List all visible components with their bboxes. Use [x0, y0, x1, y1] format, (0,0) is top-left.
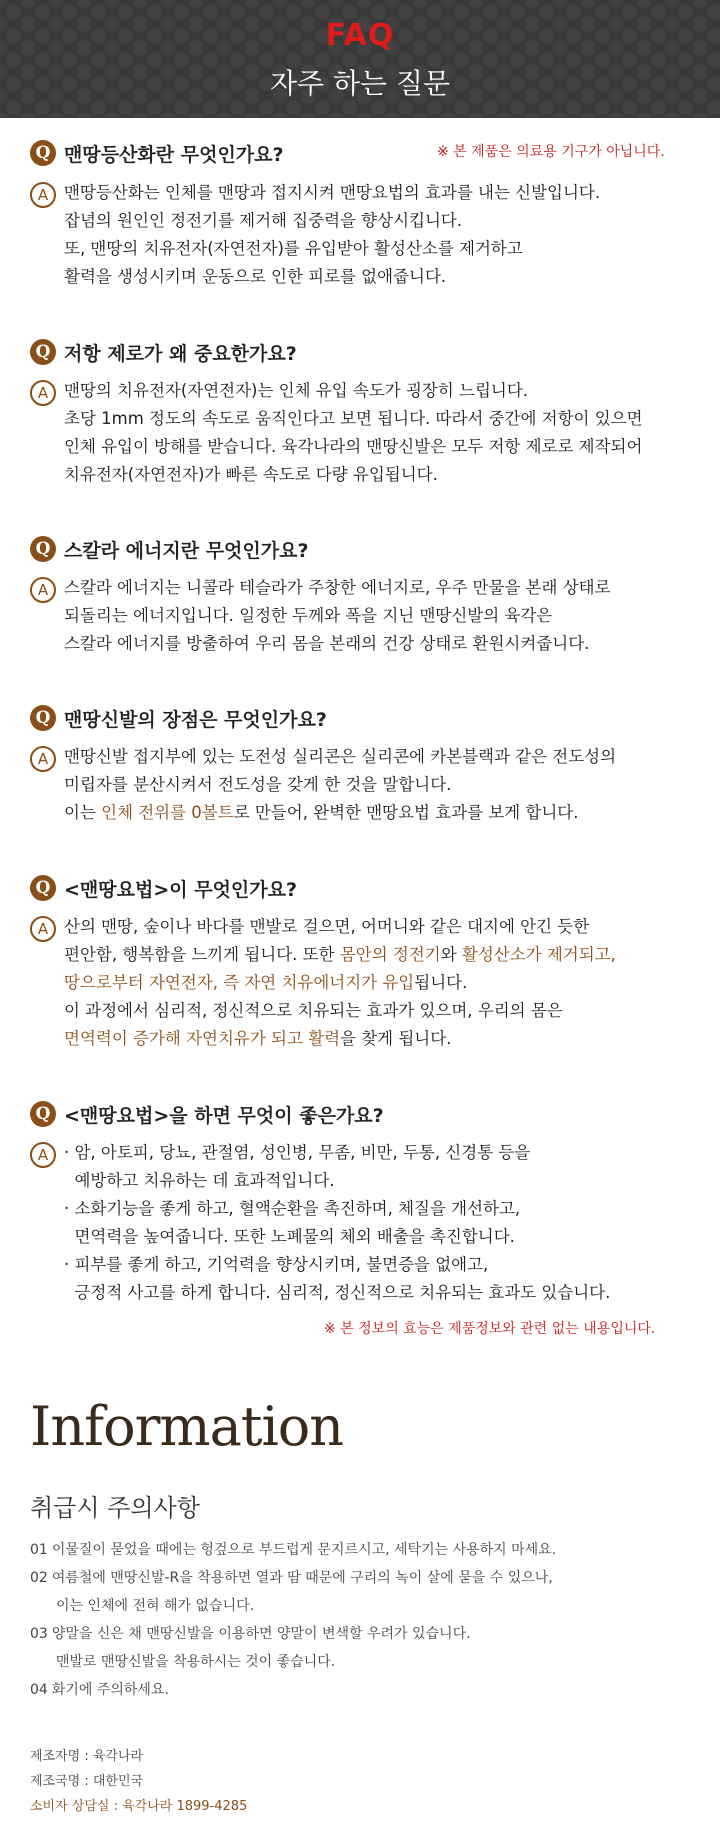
- information-title: Information: [30, 1395, 344, 1458]
- answer-line: 맨땅등산화는 인체를 맨땅과 접지시켜 맨땅요법의 효과를 내는 신발입니다.: [64, 183, 601, 202]
- efficacy-disclaimer: ※ 본 정보의 효능은 제품정보와 관련 없는 내용입니다.: [324, 1321, 656, 1337]
- answer-line: · 소화기능을 좋게 하고, 혈액순환을 촉진하며, 체질을 개선하고,: [64, 1199, 521, 1218]
- answer-line: 되돌리는 에너지입니다. 일정한 두께와 폭을 지닌 맨땅신발의 육각은: [64, 606, 553, 625]
- care-item-4: 04 화기에 주의하세요.: [30, 1682, 169, 1698]
- faq-question-2: [30, 337, 297, 367]
- answer-line: 땅으로부터 자연전자, 즉 자연 치유에너지가 유입됩니다.: [64, 973, 468, 992]
- care-title: 취급시 주의사항: [30, 1494, 200, 1522]
- care-item-3: 03 양말을 신은 채 맨땅신발을 이용하면 양말이 변색할 우려가 있습니다.: [30, 1626, 471, 1642]
- answer-line: 미립자를 분산시켜서 전도성을 갖게 한 것을 말합니다.: [64, 775, 452, 794]
- answer-line: 또, 맨땅의 치유전자(자연전자)를 유입받아 활성산소를 제거하고: [64, 239, 523, 258]
- highlight-text: 인체 전위를 0볼트: [101, 803, 234, 822]
- answer-line: 잡념의 원인인 정전기를 제거해 집중력을 향상시킵니다.: [64, 211, 463, 230]
- highlight-text: 땅으로부터 자연전자, 즉 자연 치유에너지가 유입: [64, 973, 415, 992]
- question-text: 맨땅신발의 장점은 무엇인가요?: [64, 708, 327, 731]
- a-icon: A: [30, 380, 56, 406]
- answer-line: 활력을 생성시키며 운동으로 인한 피로를 없애줍니다.: [64, 267, 447, 286]
- faq-question-3: [30, 534, 309, 564]
- answer-line: 면역력을 높여줍니다. 또한 노폐물의 체외 배출을 촉진합니다.: [64, 1227, 515, 1246]
- answer-line: · 피부를 좋게 하고, 기억력을 향상시키며, 불면증을 없애고,: [64, 1255, 489, 1274]
- answer-line: 긍정적 사고를 하게 합니다. 심리적, 정신적으로 치유되는 효과도 있습니다.: [64, 1283, 611, 1302]
- question-text: 맨땅등산화란 무엇인가요?: [64, 143, 284, 166]
- q-icon: Q: [30, 705, 56, 731]
- answer-line: 치유전자(자연전자)가 빠른 속도로 다량 유입됩니다.: [64, 465, 438, 484]
- maker-info: 제조자명 : 육각나라: [30, 1749, 144, 1764]
- country-info: 제조국명 : 대한민국: [30, 1774, 144, 1789]
- q-icon: Q: [30, 875, 56, 901]
- faq-subtitle: 자주 하는 질문: [269, 67, 451, 100]
- faq-question-1: [30, 138, 284, 168]
- a-icon: A: [30, 577, 56, 603]
- answer-line: 면역력이 증가해 자연치유가 되고 활력을 찾게 됩니다.: [64, 1029, 452, 1048]
- question-text: 저항 제로가 왜 중요한가요?: [64, 342, 297, 365]
- highlight-text: 면역력이 증가해 자연치유가 되고 활력: [64, 1029, 341, 1048]
- care-item-2: 02 여름철에 맨땅신발-R을 착용하면 열과 땀 때문에 구리의 녹이 살에 묻을 수 있으나,: [30, 1570, 553, 1586]
- answer-line: 맨땅신발 접지부에 있는 도전성 실리콘은 실리콘에 카본블랙과 같은 전도성의: [64, 747, 617, 766]
- faq-question-5: [30, 873, 297, 903]
- answer-line: 스칼라 에너지는 니콜라 테슬라가 주창한 에너지로, 우주 만물을 본래 상태로: [64, 578, 611, 597]
- highlight-text: 몸안의 정전기: [339, 945, 441, 964]
- a-icon: A: [30, 182, 56, 208]
- medical-disclaimer: ※ 본 제품은 의료용 기구가 아닙니다.: [437, 144, 665, 160]
- a-icon: A: [30, 1142, 56, 1168]
- care-item-3-cont: 맨발로 맨땅신발을 착용하시는 것이 좋습니다.: [56, 1654, 336, 1670]
- contact-info: 소비자 상담실 : 육각나라 1899-4285: [30, 1799, 248, 1814]
- answer-line: · 암, 아토피, 당뇨, 관절염, 성인병, 무좀, 비만, 두통, 신경통 등을: [64, 1143, 531, 1162]
- answer-line: 이는 인체 전위를 0볼트로 만들어, 완벽한 맨땅요법 효과를 보게 합니다.: [64, 803, 579, 822]
- question-text: <맨땅요법>이 무엇인가요?: [64, 878, 298, 901]
- highlight-text: 활성산소가 제거되고,: [461, 945, 616, 964]
- answer-line: 산의 맨땅, 숲이나 바다를 맨발로 걸으면, 어머니와 같은 대지에 안긴 듯한: [64, 917, 590, 936]
- answer-line: 편안함, 행복함을 느끼게 됩니다. 또한 몸안의 정전기와 활성산소가 제거되고,: [64, 945, 616, 964]
- faq-question-6: [30, 1099, 384, 1129]
- answer-line: 이 과정에서 심리적, 정신적으로 치유되는 효과가 있으며, 우리의 몸은: [64, 1001, 563, 1020]
- faq-question-4: [30, 703, 327, 733]
- care-item-2-cont: 이는 인체에 전혀 해가 없습니다.: [56, 1598, 255, 1614]
- answer-line: 스칼라 에너지를 방출하여 우리 몸을 본래의 건강 상태로 환원시켜줍니다.: [64, 634, 590, 653]
- faq-header: [0, 0, 720, 118]
- faq-title: FAQ: [325, 18, 395, 53]
- answer-line: 인체 유입이 방해를 받습니다. 육각나라의 맨땅신발은 모두 저항 제로로 제작되어: [64, 437, 643, 456]
- q-icon: Q: [30, 339, 56, 365]
- a-icon: A: [30, 916, 56, 942]
- a-icon: A: [30, 746, 56, 772]
- care-item-1: 01 이물질이 묻었을 때에는 헝겊으로 부드럽게 문지르시고, 세탁기는 사용하지 마세요.: [30, 1542, 557, 1558]
- question-text: 스칼라 에너지란 무엇인가요?: [64, 539, 309, 562]
- q-icon: Q: [30, 140, 56, 166]
- q-icon: Q: [30, 536, 56, 562]
- q-icon: Q: [30, 1101, 56, 1127]
- answer-line: 예방하고 치유하는 데 효과적입니다.: [64, 1171, 335, 1190]
- answer-line: 맨땅의 치유전자(자연전자)는 인체 유입 속도가 굉장히 느립니다.: [64, 381, 529, 400]
- question-text: <맨땅요법>을 하면 무엇이 좋은가요?: [64, 1104, 384, 1127]
- answer-line: 초당 1mm 정도의 속도로 움직인다고 보면 됩니다. 따라서 중간에 저항이 있으면: [64, 409, 643, 428]
